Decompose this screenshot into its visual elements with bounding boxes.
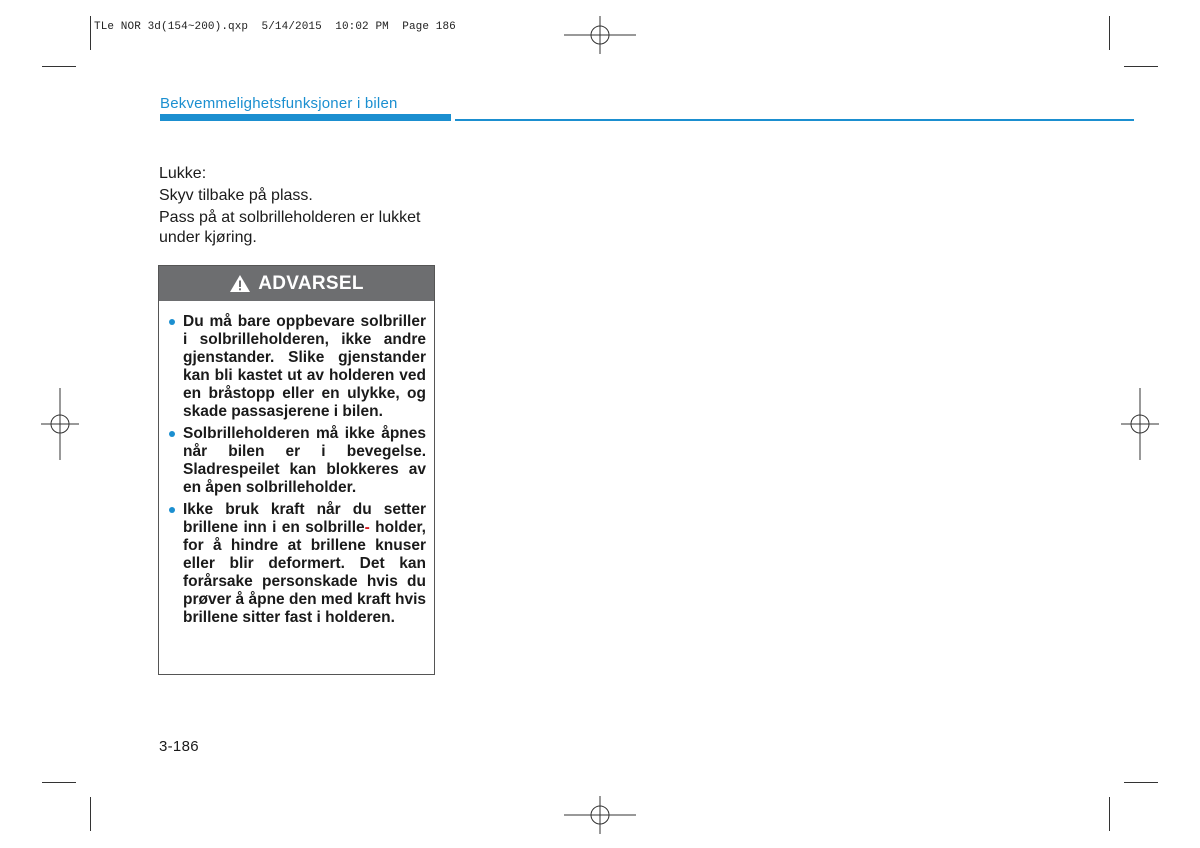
crop-mark	[90, 16, 91, 50]
crop-mark	[90, 797, 91, 831]
body-line: Lukke:	[159, 165, 207, 182]
bullet-icon	[169, 431, 175, 437]
crop-mark	[42, 66, 76, 67]
warning-title: ADVARSEL	[258, 272, 364, 294]
crop-mark	[1124, 782, 1158, 783]
crop-mark	[1109, 797, 1110, 831]
warning-item-text: Du må bare oppbevare solbriller i solbrilleholderen, ikke andre gjenstander. Slike gjenstander kan bli kastet ut av holderen ved en bråstopp eller en ulykke, og skade passasjerene i bilen.	[183, 313, 426, 420]
registration-mark-icon	[1121, 388, 1159, 460]
warning-item	[168, 501, 426, 627]
crop-mark	[1109, 16, 1110, 50]
body-line: Skyv tilbake på plass.	[159, 187, 313, 204]
bullet-icon	[169, 507, 175, 513]
section-title: Bekvemmelighetsfunksjoner i bilen	[160, 95, 398, 112]
registration-mark-icon	[564, 796, 636, 834]
warning-item-text: Ikke bruk kraft når du setter brillene inn i en solbrille	[183, 501, 426, 536]
header-rule-thin	[455, 119, 1134, 121]
registration-mark-icon	[41, 388, 79, 460]
page-number: 3-186	[159, 738, 199, 755]
crop-mark	[42, 782, 76, 783]
warning-box	[158, 265, 435, 675]
hyphen-mark: -	[364, 519, 370, 536]
warning-triangle-icon	[229, 274, 251, 293]
warning-header	[159, 266, 434, 301]
body-text	[159, 164, 444, 250]
warning-item	[168, 313, 426, 421]
bullet-icon	[169, 319, 175, 325]
warning-list	[159, 301, 434, 627]
warning-item-text: holder, for å hindre at brillene knuser eller blir deformert. Det kan forårsake personskade hvis du prøver å åpne den med kraft hvis brillene sitter fast i holderen.	[183, 519, 426, 626]
warning-item-text: Solbrilleholderen må ikke åpnes når bilen er i bevegelse. Sladrespeilet kan blokkeres av en åpen solbrilleholder.	[183, 425, 426, 496]
body-line: Pass på at solbrilleholderen er lukket under kjøring.	[159, 209, 421, 246]
registration-mark-icon	[564, 16, 636, 54]
print-slug: TLe NOR 3d(154~200).qxp 5/14/2015 10:02 PM Page 186	[94, 21, 456, 33]
crop-mark	[1124, 66, 1158, 67]
warning-item	[168, 425, 426, 497]
header-rule-thick	[160, 114, 451, 121]
